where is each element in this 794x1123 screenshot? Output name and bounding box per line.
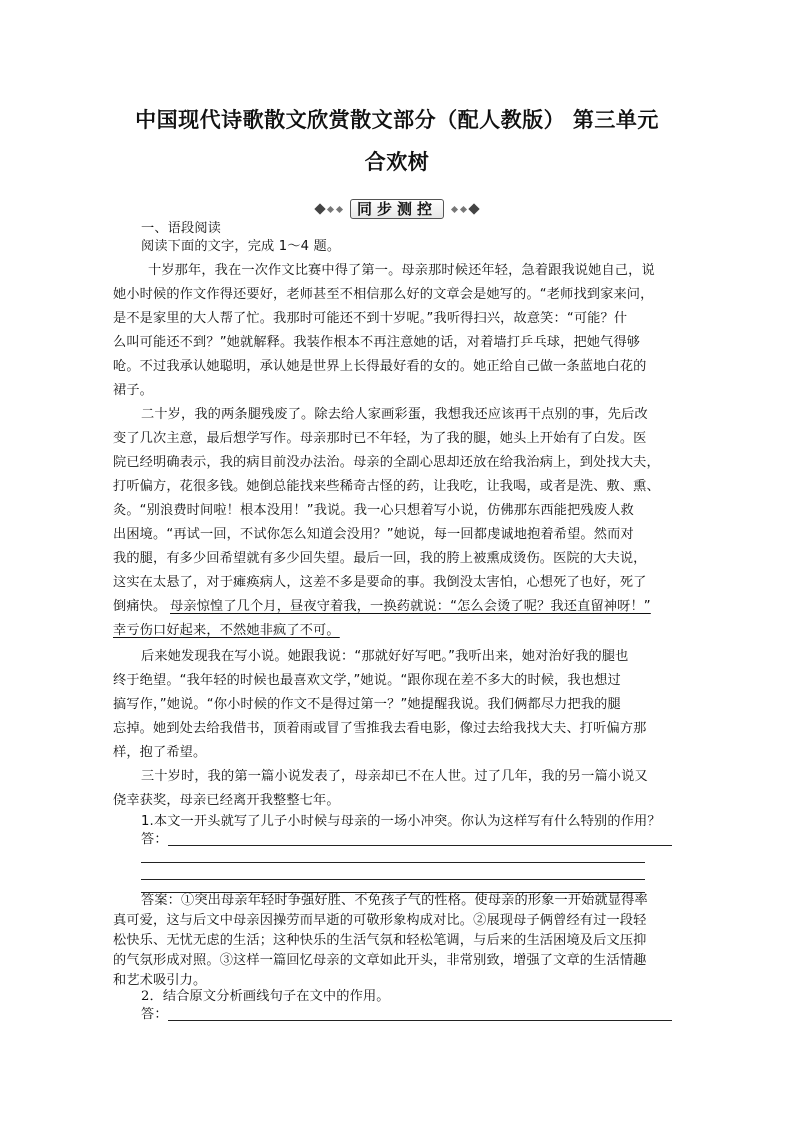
passage-line: 她小时候的作文作得还要好，老师甚至不相信那么好的文章会是她写的。“老师找到家来问， (113, 287, 654, 302)
passage-line: 忘掉。她到处去给我借书，顶着雨或冒了雪推我去看电影，像过去给我找大夫、打听偏方那 (113, 721, 647, 736)
passage-line: 二十岁，我的两条腿残废了。除去给人家画彩蛋，我想我还应该再干点别的事，先后改 (141, 407, 648, 422)
section-banner (0, 198, 794, 220)
answer-text-line: 的气氛形成对照。③这样一篇回忆母亲的文章如此开头，非常别致，增强了文章的生活情趣 (113, 953, 647, 968)
question-1: 1.本文一开头就写了儿子小时候与母亲的一场小冲突。你认为这样写有什么特别的作用？ (141, 814, 661, 829)
answer-blank-line (141, 862, 645, 863)
page-title: 中国现代诗歌散文欣赏散文部分（配人教版） 第三单元 (135, 107, 659, 132)
answer-text-line: 松快乐、无忧无虑的生活；这种快乐的生活气氛和轻松笔调，与后来的生活困境及后文压抑 (113, 933, 647, 948)
answer-blank-line (168, 845, 672, 846)
passage-line: 十岁那年，我在一次作文比赛中得了第一。母亲那时候还年轻，急着跟我说她自己，说 (148, 263, 655, 278)
passage-line: 打听偏方，花很多钱。她倒总能找来些稀奇古怪的药，让我吃，让我喝，或者是洗、敷、熏、 (113, 479, 660, 494)
diamond-icon (468, 203, 479, 214)
answer-blank-line (141, 879, 645, 880)
passage-line: 搞写作，”她说。“你小时候的作文不是得过第一？”她提醒我说。我们俩都尽力把我的腿 (113, 697, 621, 712)
banner-label: 同步测控 (350, 199, 444, 219)
passage-line: 裙子。 (113, 383, 154, 398)
passage-line: 三十岁时，我的第一篇小说发表了，母亲却已不在人世。过了几年，我的另一篇小说又 (141, 769, 648, 784)
passage-line: 变了几次主意，最后想学写作。母亲那时已不年轻，为了我的腿，她头上开始有了白发。医 (113, 431, 647, 446)
passage-line: 院已经明确表示，我的病目前没办法治。母亲的全副心思却还放在给我治病上，到处找大夫， (113, 455, 660, 470)
passage-line: 倒痛快。 (113, 599, 167, 614)
passage-line: 后来她发现我在写小说。她跟我说：“那就好好写吧。”我听出来，她对治好我的腿也 (141, 649, 629, 664)
diamond-icon (327, 205, 334, 212)
instruction: 阅读下面的文字，完成 1～4 题。 (141, 239, 341, 254)
passage-line: 出困境。“再试一回，不试你怎么知道会没用？”她说，每一回都虔诚地抱着希望。然而对 (113, 527, 634, 542)
answer-text-line: 和艺术吸引力。 (113, 973, 207, 988)
question-2: 2．结合原文分析画线句子在文中的作用。 (141, 989, 390, 1004)
section-heading: 一、语段阅读 (141, 221, 222, 236)
diamond-icon (336, 205, 343, 212)
passage-line: 么叫可能还不到？”她就解释。我装作根本不再注意她的话，对着墙打乒乓球，把她气得够 (113, 335, 641, 350)
diamond-icon (451, 205, 458, 212)
answer-text-line: 答案：①突出母亲年轻时争强好胜、不免孩子气的性格。使母亲的形象一开始就显得率 (141, 893, 648, 908)
passage-line: 呛。不过我承认她聪明，承认她是世界上长得最好看的女的。她正给自己做一条蓝地白花的 (113, 359, 647, 374)
article-title: 合欢树 (364, 149, 430, 174)
diamond-icon (460, 205, 467, 212)
passage-line: 侥幸获奖，母亲已经离开我整整七年。 (113, 793, 340, 808)
passage-line: 终于绝望。“我年轻的时候也最喜欢文学，”她说。“跟你现在差不多大的时候，我也想过 (113, 673, 621, 688)
passage-line: 是不是家里的大人帮了忙。我那时可能还不到十岁呢。”我听得扫兴，故意笑：“可能？什 (113, 311, 628, 326)
passage-line: 灸。“别浪费时间啦！根本没用！”我说。我一心只想着写小说，仿佛那东西能把残废人救 (113, 503, 634, 518)
underlined-sentence: 母亲惊惶了几个月，昼夜守着我，一换药就说：“怎么会烫了呢？我还直留神呀！” (170, 599, 651, 614)
answer-label: 答： (141, 832, 168, 847)
answer-text-line: 真可爱，这与后文中母亲因操劳而早逝的可敬形象构成对比。②展现母子俩曾经有过一段轻 (113, 913, 647, 928)
passage-line: 样，抱了希望。 (113, 745, 207, 760)
underlined-sentence: 幸亏伤口好起来，不然她非疯了不可。 (113, 623, 340, 638)
passage-line: 我的腿，有多少回希望就有多少回失望。最后一回，我的胯上被熏成烫伤。医院的大夫说， (113, 551, 647, 566)
answer-label: 答： (141, 1007, 168, 1022)
passage-line: 这实在太悬了，对于瘫痪病人，这差不多是要命的事。我倒没太害怕，心想死了也好，死了 (113, 575, 647, 590)
diamond-icon (314, 203, 325, 214)
answer-blank-line (168, 1020, 672, 1021)
